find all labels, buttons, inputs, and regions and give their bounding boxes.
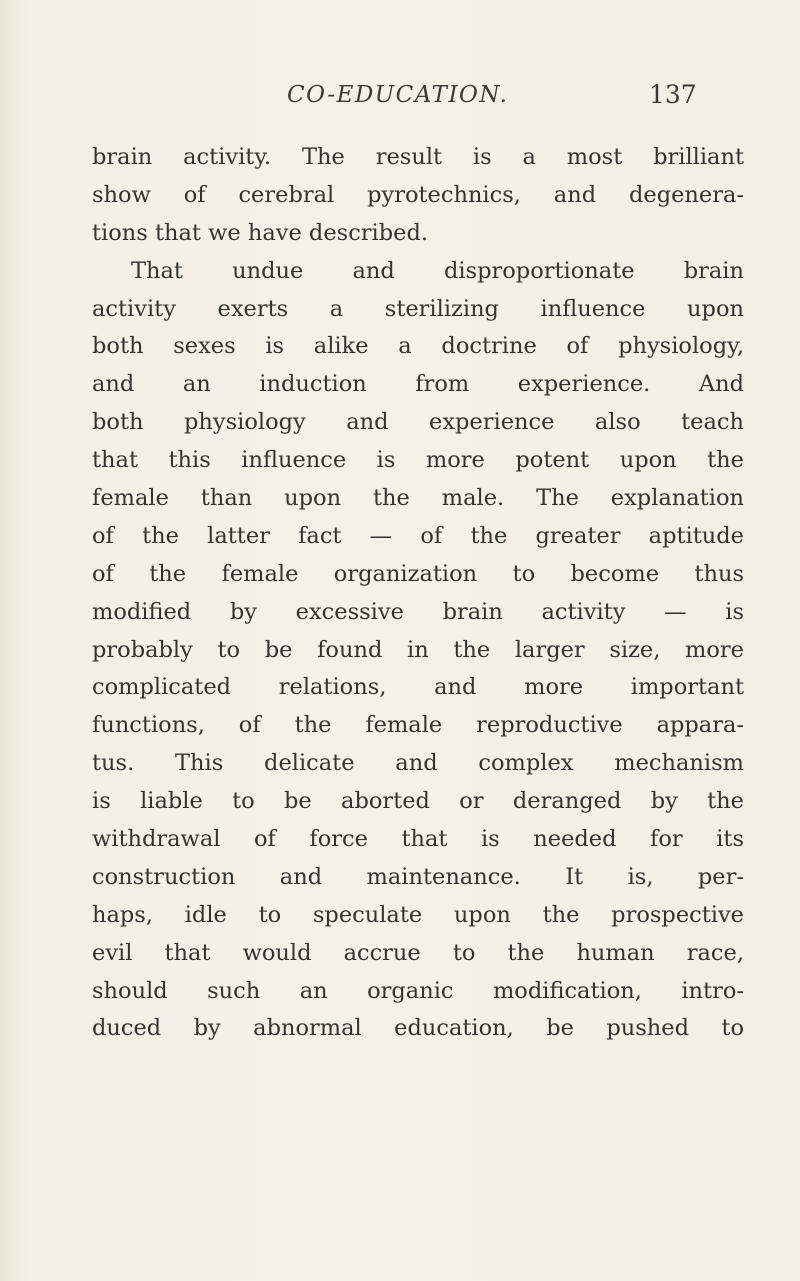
text-line: tus. This delicate and complex mechanism bbox=[92, 750, 744, 777]
text-line: both physiology and experience also teach bbox=[92, 409, 744, 436]
text-line: modified by excessive brain activity — is bbox=[92, 598, 744, 625]
text-line: complicated relations, and more important bbox=[92, 674, 744, 701]
text-line: withdrawal of force that is needed for its bbox=[92, 826, 744, 853]
text-line: is liable to be aborted or deranged by the bbox=[92, 788, 744, 815]
text-line: duced by abnormal education, be pushed to bbox=[92, 1015, 744, 1042]
text-line: construction and maintenance. It is, per- bbox=[92, 863, 744, 890]
text-line: show of cerebral pyrotechnics, and degenera- bbox=[92, 181, 744, 208]
text-line: female than upon the male. The explanation bbox=[92, 485, 744, 512]
text-line: should such an organic modification, intro- bbox=[92, 977, 744, 1004]
text-line: and an induction from experience. And bbox=[92, 371, 744, 398]
page-header bbox=[0, 82, 800, 122]
text-line: tions that we have described. bbox=[92, 219, 429, 246]
text-line: of the latter fact — of the greater aptitude bbox=[92, 522, 744, 549]
text-line: functions, of the female reproductive appara- bbox=[92, 712, 744, 739]
text-line: activity exerts a sterilizing influence upon bbox=[92, 295, 744, 322]
text-line: brain activity. The result is a most brilliant bbox=[92, 144, 744, 170]
text-line: of the female organization to become thus bbox=[92, 560, 744, 587]
text-line: haps, idle to speculate upon the prospective bbox=[92, 901, 744, 928]
text-line: probably to be found in the larger size, more bbox=[92, 636, 744, 663]
page-number: 137 bbox=[649, 80, 697, 109]
text-line: both sexes is alike a doctrine of physiology, bbox=[92, 333, 744, 360]
text-line: evil that would accrue to the human race, bbox=[92, 939, 744, 966]
running-head: CO-EDUCATION. bbox=[287, 82, 509, 108]
text-line: that this influence is more potent upon the bbox=[92, 447, 744, 474]
body-text bbox=[92, 139, 744, 1048]
text-line: That undue and disproportionate brain bbox=[131, 257, 744, 284]
